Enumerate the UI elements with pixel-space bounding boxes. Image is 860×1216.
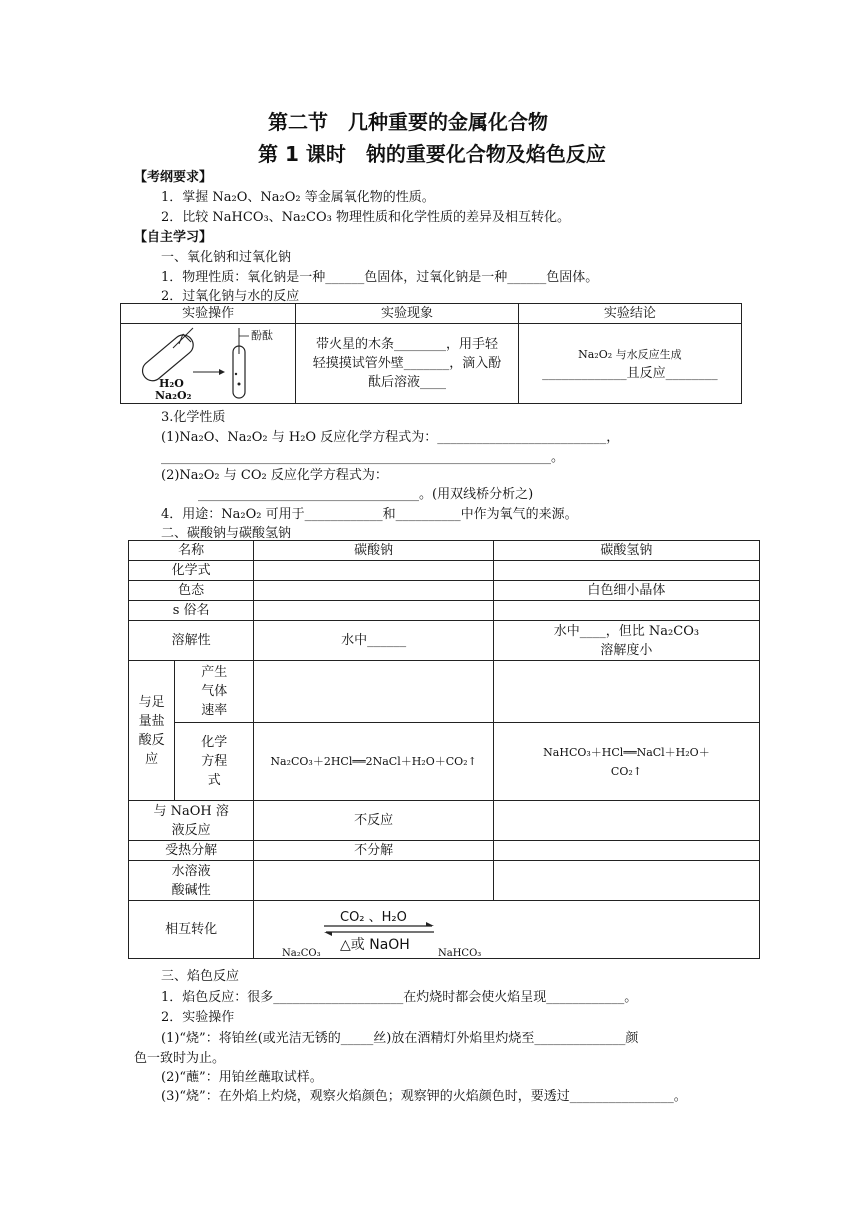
procedure-observe: (3)“烧”：在外焰上灼烧，观察火焰颜色；观察钾的火焰颜色时，要透过________________。: [161, 1089, 687, 1104]
conversion-left: Na₂CO₃: [282, 948, 321, 959]
rate-label-3: 速率: [201, 703, 228, 718]
procedure-dip: (2)“蘸”：用铂丝蘸取试样。: [161, 1070, 323, 1085]
question-procedure: 2．实验操作: [161, 1010, 235, 1025]
section-2-heading: 二、碳酸钠与碳酸氢钠: [161, 526, 292, 541]
row-common-name: s 俗名: [129, 601, 254, 621]
rate-na2co3: [254, 661, 494, 723]
answer-line-2: __________________________________。(用双线桥分析之): [198, 487, 534, 502]
carbonate-table: [128, 540, 760, 959]
na2o2-label: Na₂O₂: [155, 389, 192, 402]
row-hcl-group: [129, 661, 175, 801]
solubility-na2co3: 水中______: [254, 621, 494, 661]
col-na2co3: 碳酸钠: [254, 541, 494, 561]
color-na2co3: [254, 581, 494, 601]
row-naoh: [129, 801, 254, 841]
header-phenomenon: 实验现象: [296, 304, 518, 324]
col-nahco3: 碳酸氢钠: [493, 541, 759, 561]
conversion-bottom-label: △或 NaOH: [340, 937, 410, 953]
question-chem-props: 3.化学性质: [161, 410, 226, 425]
row-equation: [175, 723, 254, 801]
conclusion-line-2: _____________且反应________: [542, 365, 718, 381]
section-3-heading: 三、焰色反应: [161, 969, 240, 984]
question-reaction: 2．过氧化钠与水的反应: [161, 289, 300, 304]
procedure-burn-cont: 色一致时为止。: [134, 1051, 226, 1066]
row-color: 色态: [129, 581, 254, 601]
question-water-eq: (1)Na₂O、Na₂O₂ 与 H₂O 反应化学方程式为：__________________________，: [161, 430, 620, 445]
color-nahco3: 白色细小晶体: [493, 581, 759, 601]
phenomenon-line-1: 带火星的木条________，用手轻: [316, 337, 499, 352]
question-co2-eq: (2)Na₂O₂ 与 CO₂ 反应化学方程式为：: [161, 468, 388, 483]
conversion-arrows-icon: [322, 922, 436, 936]
naoh-label-2: 液反应: [171, 822, 211, 838]
acidity-label-1: 水溶液: [171, 863, 211, 879]
experiment-table: [120, 303, 742, 404]
water-label: H₂O: [159, 377, 184, 390]
conclusion-line-1: Na₂O₂ 与水反应生成: [578, 347, 682, 361]
solubility-nahco3-line-2: 溶解度小: [600, 642, 653, 658]
naoh-nahco3: [493, 801, 759, 841]
heat-nahco3: [493, 841, 759, 861]
experiment-image-cell: [121, 324, 296, 404]
syllabus-item-2: 2．比较 NaHCO₃、Na₂CO₃ 物理性质和化学性质的差异及相互转化。: [161, 210, 570, 225]
conversion-top-label: CO₂ 、H₂O: [340, 910, 407, 925]
common-na2co3: [254, 601, 494, 621]
syllabus-heading: 【考纲要求】: [134, 170, 213, 185]
conclusion-cell: [518, 324, 741, 404]
section-title: 第二节 几种重要的金属化合物: [268, 110, 548, 134]
row-gas-rate: [175, 661, 254, 723]
eq-label-2: 方程: [201, 754, 228, 769]
common-nahco3: [493, 601, 759, 621]
question-physical: 1．物理性质：氧化钠是一种______色固体，过氧化钠是一种______色固体。: [161, 270, 599, 285]
acidity-label-2: 酸碱性: [171, 882, 211, 898]
heat-na2co3: 不分解: [254, 841, 494, 861]
rate-label-1: 产生: [201, 665, 228, 680]
row-formula: 化学式: [129, 561, 254, 581]
answer-line-1: ____________________________________________________________。: [161, 450, 564, 465]
conversion-right: NaHCO₃: [438, 948, 482, 959]
eq-label-3: 式: [207, 773, 221, 788]
acidity-nahco3: [493, 861, 759, 901]
syllabus-item-1: 1．掌握 Na₂O、Na₂O₂ 等金属氧化物的性质。: [161, 190, 435, 205]
row-heat: 受热分解: [129, 841, 254, 861]
header-conclusion: 实验结论: [518, 304, 741, 324]
question-flame: 1．焰色反应：很多____________________在灼烧时都会使火焰呈现____________。: [161, 990, 638, 1005]
acidity-na2co3: [254, 861, 494, 901]
lesson-title: 第 1 课时 钠的重要化合物及焰色反应: [258, 142, 606, 166]
equation-nahco3-line-1: NaHCO₃＋HCl══NaCl＋H₂O＋: [543, 745, 710, 759]
row-acidity: [129, 861, 254, 901]
hcl-label-1: 与足: [138, 694, 165, 710]
rate-label-2: 气体: [201, 684, 228, 699]
solubility-nahco3-line-1: 水中____，但比 Na₂CO₃: [553, 623, 700, 639]
formula-na2co3: [254, 561, 494, 581]
section-1-heading: 一、氧化钠和过氧化钠: [161, 250, 292, 265]
row-conversion: 相互转化: [129, 901, 254, 959]
hcl-label-3: 酸反: [138, 732, 165, 748]
equation-nahco3-line-2: CO₂↑: [610, 764, 642, 778]
phenolphthalein-label: 酚酞: [251, 329, 273, 342]
phenomenon-line-2: 轻摸摸试管外壁_______，滴入酚: [312, 356, 502, 371]
row-solubility: 溶解性: [129, 621, 254, 661]
header-operation: 实验操作: [121, 304, 296, 324]
naoh-label-1: 与 NaOH 溶: [153, 803, 229, 819]
rate-nahco3: [493, 661, 759, 723]
col-name: 名称: [129, 541, 254, 561]
hcl-label-4: 应: [145, 751, 159, 767]
solubility-nahco3: [493, 621, 759, 661]
formula-nahco3: [493, 561, 759, 581]
question-uses: 4．用途：Na₂O₂ 可用于____________和__________中作为氧气的来源。: [161, 507, 578, 522]
equation-nahco3: [493, 723, 759, 801]
phenomenon-cell: [296, 324, 518, 404]
eq-label-1: 化学: [201, 735, 228, 750]
hcl-label-2: 量盐: [138, 713, 165, 729]
naoh-na2co3: 不反应: [254, 801, 494, 841]
phenomenon-line-3: 酞后溶液____: [368, 375, 447, 390]
equation-na2co3: Na₂CO₃＋2HCl══2NaCl＋H₂O＋CO₂↑: [254, 723, 494, 801]
procedure-burn: (1)“烧”：将铂丝(或光洁无锈的_____丝)放在酒精灯外焰里灼烧至______________颜: [161, 1031, 639, 1046]
study-heading: 【自主学习】: [134, 230, 213, 245]
